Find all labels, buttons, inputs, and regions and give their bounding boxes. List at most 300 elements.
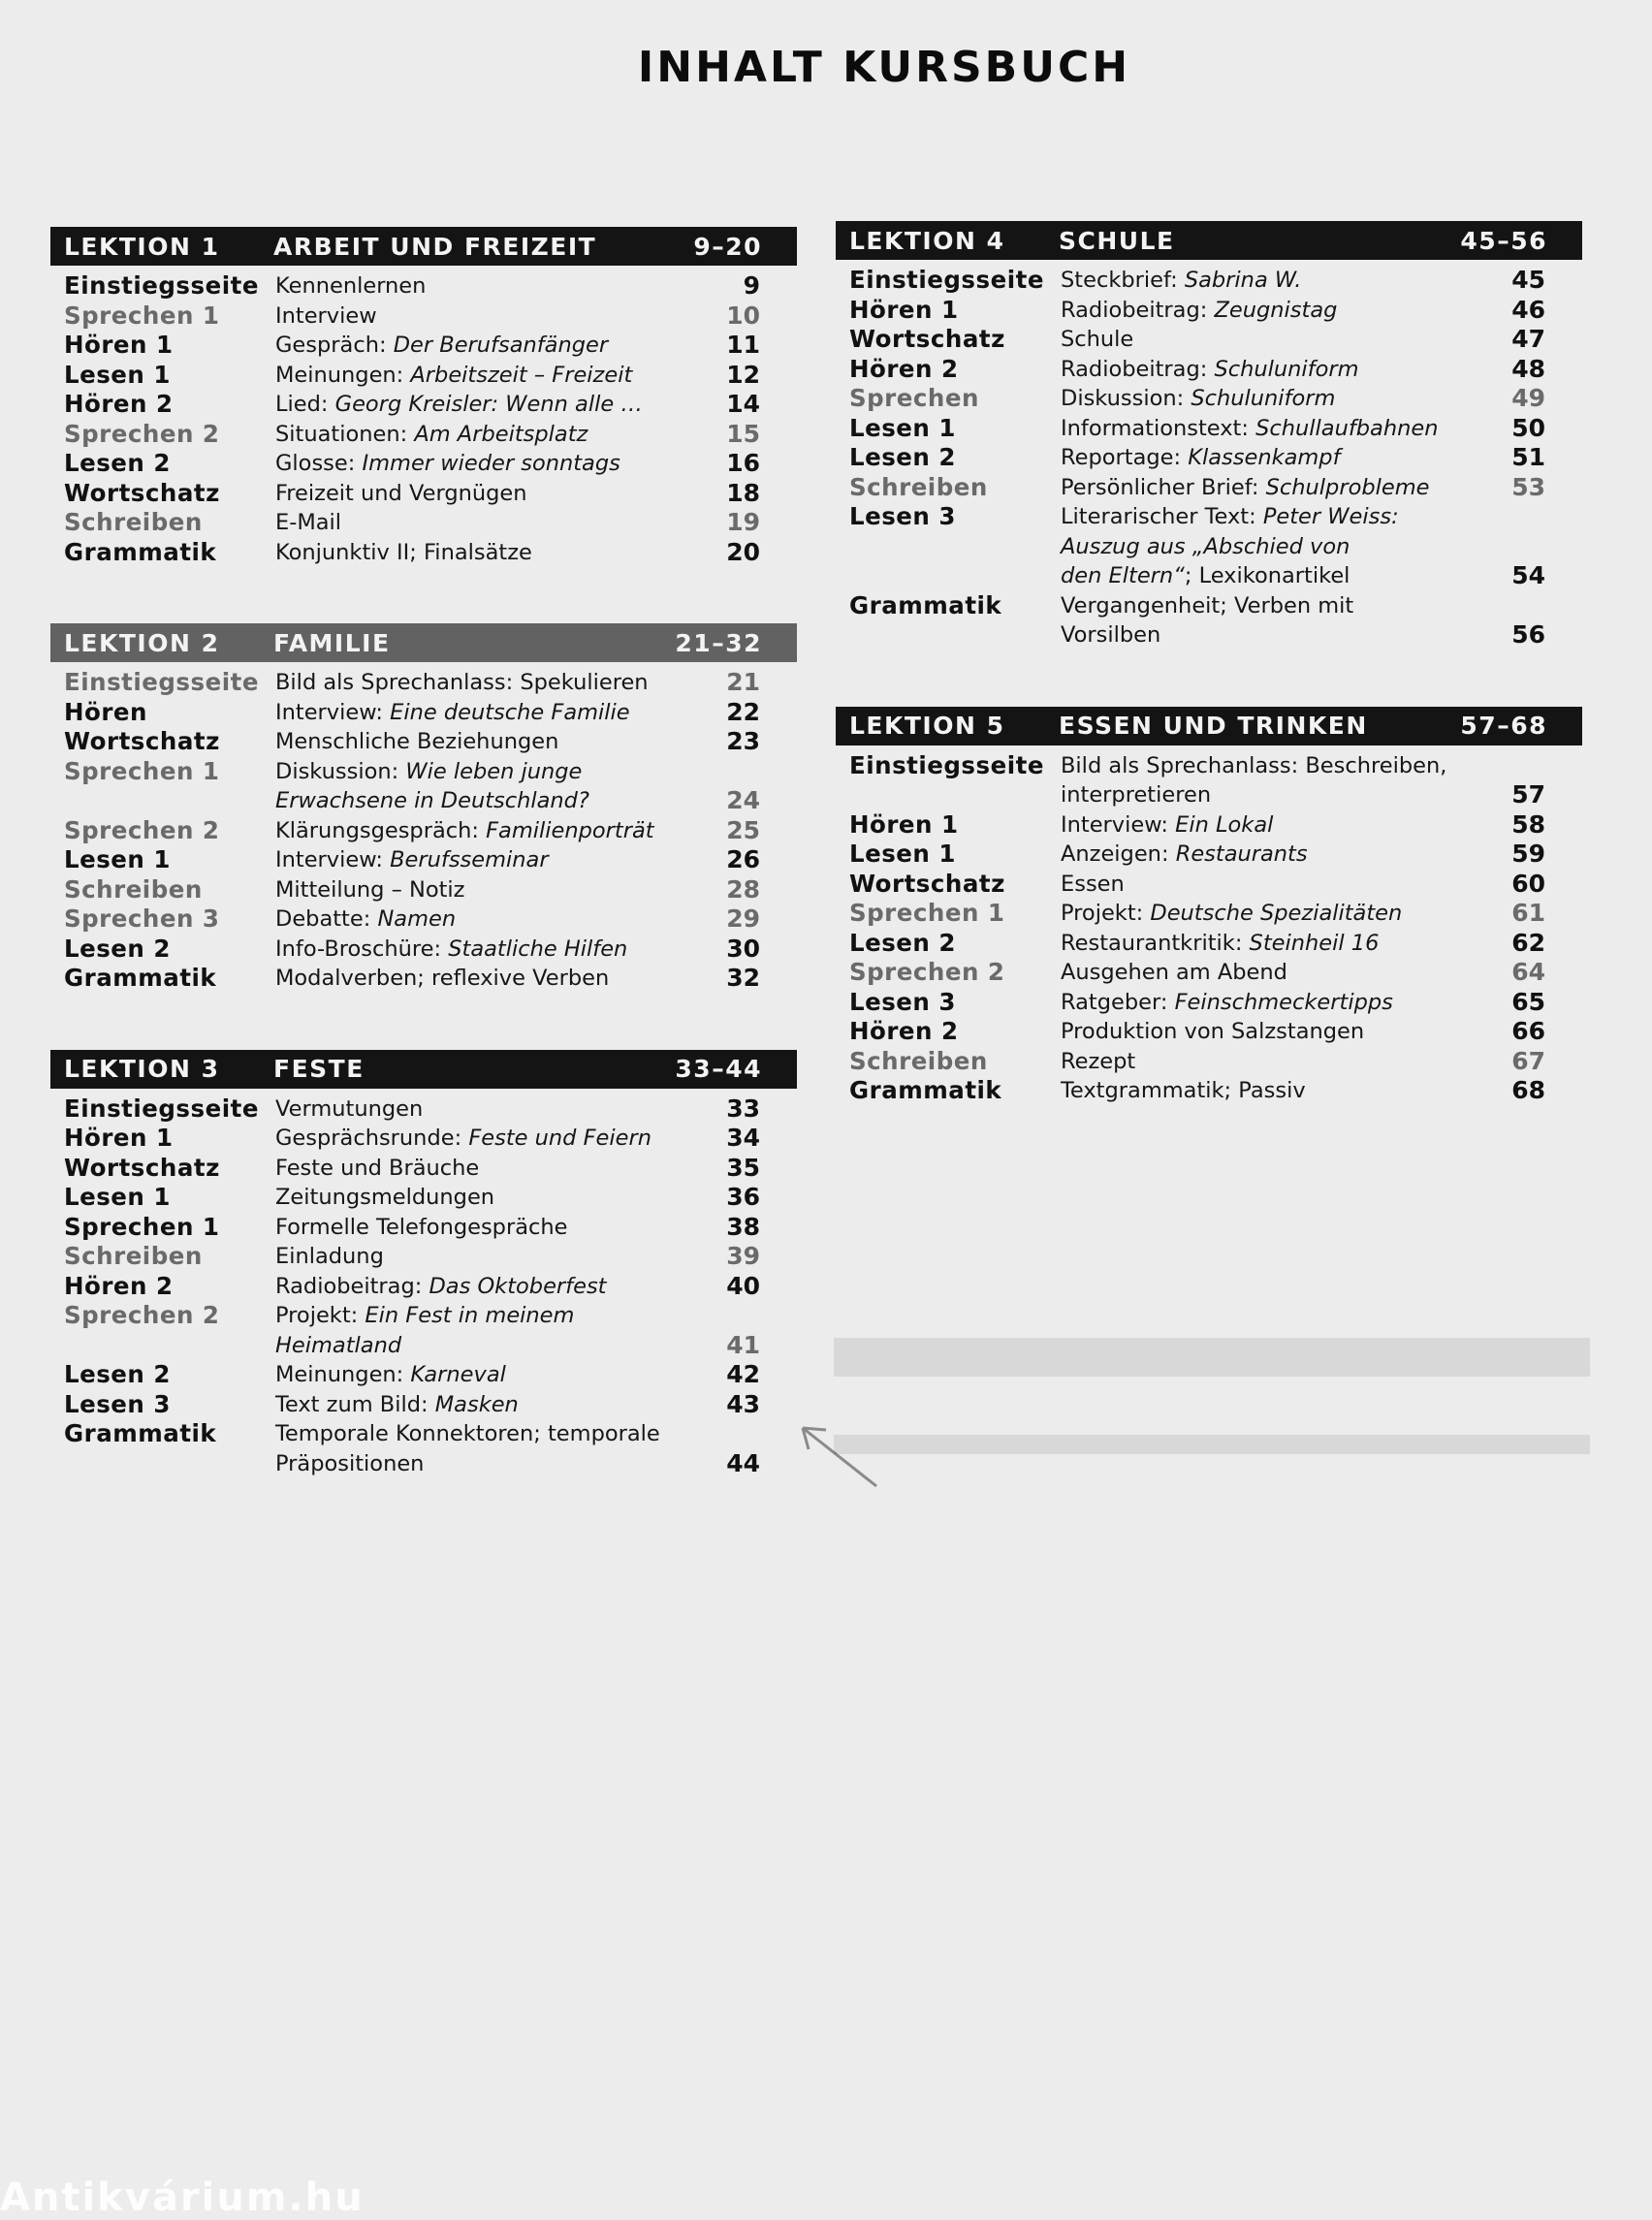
toc-description <box>275 875 673 905</box>
lesson-header-bar <box>50 623 797 662</box>
toc-description-segment: Masken <box>434 1391 519 1417</box>
toc-description-segment: Das Oktoberfest <box>429 1273 607 1299</box>
toc-category: Einstiegsseite <box>849 266 1044 294</box>
toc-row[interactable] <box>50 935 797 965</box>
toc-page-number: 56 <box>1511 620 1545 649</box>
lesson-header-bar <box>836 221 1582 260</box>
toc-page-number: 59 <box>1511 840 1545 868</box>
toc-row[interactable] <box>836 384 1582 414</box>
lesson-theme: FESTE <box>273 1055 365 1083</box>
page-range: 21–32 <box>675 628 762 657</box>
toc-page-number: 50 <box>1511 413 1545 442</box>
toc-description-segment: Zeitungsmeldungen <box>275 1185 495 1210</box>
toc-row[interactable] <box>50 904 797 935</box>
toc-description-segment: Interview: <box>275 847 391 872</box>
toc-description-segment: Am Arbeitsplatz <box>414 421 588 447</box>
toc-description-segment: Interview <box>275 302 377 329</box>
toc-description-segment: Schulprobleme <box>1265 474 1430 500</box>
toc-description-segment: Feste und Bräuche <box>275 1155 480 1181</box>
toc-description-segment: Ratgeber: <box>1061 989 1175 1015</box>
toc-description-segment: Restaurantkritik: <box>1061 930 1250 956</box>
toc-description-segment: Schule <box>1061 327 1134 352</box>
toc-row[interactable] <box>50 964 797 994</box>
toc-category: Lesen 2 <box>64 1360 171 1388</box>
toc-page-number: 67 <box>1511 1046 1545 1075</box>
toc-category: Hören 1 <box>64 1124 174 1152</box>
toc-row[interactable] <box>836 414 1582 444</box>
toc-description <box>275 508 673 538</box>
toc-category: Einstiegsseite <box>64 668 259 696</box>
toc-description-segment: Projekt: <box>1061 901 1151 926</box>
toc-category: Sprechen 1 <box>64 1212 220 1241</box>
toc-description-segment: Konjunktiv II; Finalsätze <box>275 539 532 565</box>
toc-description-segment: Vergangenheit; Verben mit Vorsilben <box>1061 592 1354 648</box>
toc-page-number: 68 <box>1511 1076 1545 1104</box>
toc-page-number: 60 <box>1511 869 1545 898</box>
toc-category: Sprechen 2 <box>64 419 220 448</box>
toc-category: Einstiegsseite <box>64 271 259 300</box>
toc-description <box>1061 929 1458 959</box>
toc-description-segment: Schuluniform <box>1214 356 1359 382</box>
toc-description-segment: Kennenlernen <box>275 273 427 299</box>
toc-description-segment: Eine deutsche Familie <box>390 699 630 725</box>
toc-description-segment: Gespräch: <box>275 333 394 358</box>
toc-page-number: 64 <box>1511 958 1545 986</box>
toc-description <box>1061 473 1458 503</box>
toc-description <box>275 1154 673 1184</box>
toc-description-segment: Immer wieder sonntags <box>362 451 620 476</box>
toc-description <box>275 727 673 757</box>
toc-description-segment: Sabrina W. <box>1184 268 1302 293</box>
toc-category: Sprechen 2 <box>849 958 1005 986</box>
toc-description-segment: Präpositionen <box>275 1450 425 1476</box>
toc-category: Grammatik <box>64 1419 217 1447</box>
lesson-theme: ARBEIT UND FREIZEIT <box>273 232 597 261</box>
toc-page-number: 36 <box>726 1183 760 1211</box>
toc-description <box>1061 325 1458 355</box>
toc-row[interactable] <box>50 508 797 538</box>
toc-description <box>1061 1017 1458 1047</box>
toc-row[interactable] <box>50 420 797 450</box>
toc-page-number: 32 <box>726 964 760 992</box>
toc-page-number: 45 <box>1511 266 1545 294</box>
toc-category: Lesen 1 <box>64 845 171 873</box>
toc-category: Wortschatz <box>64 478 220 507</box>
toc-page-number: 49 <box>1511 384 1545 412</box>
toc-description-segment: Glosse: <box>275 451 363 476</box>
toc-description-segment: Reportage: <box>1061 445 1189 470</box>
toc-description-segment: Radiobeitrag: <box>1061 297 1215 323</box>
toc-page-number: 20 <box>726 537 760 566</box>
toc-row[interactable] <box>50 1213 797 1243</box>
toc-description-segment: Situationen: <box>275 421 415 447</box>
toc-row[interactable] <box>836 810 1582 840</box>
toc-category: Wortschatz <box>849 325 1005 353</box>
toc-description <box>275 420 673 450</box>
toc-description <box>275 1094 673 1125</box>
toc-description <box>275 449 673 479</box>
toc-row[interactable] <box>836 443 1582 473</box>
toc-description-segment: Zeugnistag <box>1214 297 1338 323</box>
toc-page-number: 19 <box>726 508 760 536</box>
toc-page-number: 53 <box>1511 472 1545 501</box>
toc-row[interactable] <box>50 698 797 728</box>
toc-page-number: 34 <box>726 1124 760 1152</box>
toc-description <box>1061 1047 1458 1077</box>
toc-description-segment: Diskussion: <box>1061 386 1191 411</box>
toc-row[interactable] <box>50 1183 797 1213</box>
toc-category: Grammatik <box>849 1076 1002 1104</box>
toc-category: Einstiegsseite <box>64 1094 259 1123</box>
toc-description-segment: Textgrammatik; Passiv <box>1061 1078 1306 1103</box>
toc-row[interactable] <box>50 538 797 568</box>
toc-row[interactable] <box>836 1047 1582 1077</box>
toc-description <box>275 1272 673 1302</box>
toc-row[interactable] <box>50 668 797 698</box>
toc-category: Schreiben <box>64 508 203 536</box>
toc-page-number: 16 <box>726 449 760 477</box>
lesson-header-bar <box>836 707 1582 745</box>
toc-description-segment: Ein Lokal <box>1175 811 1274 838</box>
toc-description <box>275 1213 673 1243</box>
toc-description <box>1061 355 1458 385</box>
toc-category: Sprechen 3 <box>64 904 220 933</box>
toc-category: Hören <box>64 697 147 726</box>
toc-description-segment: Modalverben; reflexive Verben <box>275 966 610 991</box>
toc-page-number: 54 <box>1511 561 1545 589</box>
toc-category: Hören 2 <box>849 354 959 383</box>
toc-category: Grammatik <box>64 964 217 992</box>
lesson-section <box>836 707 1582 1106</box>
toc-category: Schreiben <box>64 1242 203 1270</box>
toc-description <box>275 1242 673 1272</box>
toc-description-segment: Heimatland <box>275 1332 402 1358</box>
toc-page-number: 51 <box>1511 443 1545 471</box>
toc-page-number: 28 <box>726 874 760 904</box>
toc-description-segment: E-Mail <box>275 510 342 535</box>
toc-description <box>1061 840 1458 870</box>
toc-description-segment: Vermutungen <box>275 1095 424 1122</box>
lesson-number: LEKTION 2 <box>64 628 220 657</box>
toc-description-segment: Gesprächsrunde: <box>275 1126 469 1151</box>
toc-description <box>275 1183 673 1213</box>
lesson-section <box>50 623 797 994</box>
toc-category: Hören 2 <box>849 1017 959 1045</box>
right-column <box>836 221 1582 1162</box>
toc-description <box>275 390 673 420</box>
toc-description <box>275 935 673 965</box>
toc-row[interactable] <box>50 271 797 301</box>
toc-description-segment: Peter Weiss: <box>1262 504 1399 529</box>
toc-page-number: 66 <box>1511 1017 1545 1045</box>
toc-description-segment: Interview: <box>275 699 391 725</box>
toc-description-segment: Persönlicher Brief: <box>1061 474 1266 500</box>
page-range: 57–68 <box>1460 712 1547 740</box>
lesson-theme: ESSEN UND TRINKEN <box>1059 712 1368 740</box>
toc-description <box>275 964 673 994</box>
toc-description <box>275 698 673 728</box>
toc-description-segment: interpretieren <box>1061 782 1212 808</box>
toc-description-segment: Einladung <box>275 1244 384 1269</box>
toc-description <box>275 479 673 509</box>
toc-row[interactable] <box>50 1419 797 1478</box>
toc-description-segment: Anzeigen: <box>1061 841 1176 867</box>
toc-row[interactable] <box>836 929 1582 959</box>
toc-description-segment: Familienporträt <box>486 817 654 843</box>
toc-description-segment: Rezept <box>1061 1048 1136 1074</box>
toc-description-segment: Debatte: <box>275 906 378 932</box>
lesson-number: LEKTION 5 <box>849 712 1005 740</box>
toc-description <box>1061 899 1458 929</box>
toc-page-number: 21 <box>726 668 760 696</box>
toc-description <box>275 1419 673 1478</box>
toc-row[interactable] <box>836 840 1582 870</box>
toc-description <box>1061 810 1458 840</box>
toc-description-segment: Steckbrief: <box>1061 268 1185 293</box>
toc-description-segment: Projekt: <box>275 1303 365 1328</box>
toc-row[interactable] <box>836 958 1582 988</box>
lesson-section <box>836 221 1582 650</box>
toc-description-segment: Berufsseminar <box>390 847 549 872</box>
toc-description <box>275 816 673 846</box>
watermark: Antikvárium.hu <box>0 2175 365 2220</box>
toc-category: Lesen 3 <box>849 502 956 530</box>
lesson-number: LEKTION 3 <box>64 1055 220 1083</box>
toc-row[interactable] <box>836 899 1582 929</box>
toc-description-segment: Diskussion: <box>275 758 406 784</box>
toc-page-number: 44 <box>726 1448 760 1477</box>
toc-description-segment: Mitteilung – Notiz <box>275 876 465 903</box>
toc-category: Grammatik <box>64 537 217 566</box>
toc-description-segment: Der Berufsanfänger <box>393 333 609 358</box>
toc-page-number: 61 <box>1511 899 1545 927</box>
toc-row[interactable] <box>50 449 797 479</box>
toc-category: Sprechen 2 <box>64 815 220 844</box>
toc-category: Lesen 1 <box>849 840 956 868</box>
toc-description <box>1061 751 1458 810</box>
toc-category: Lesen 1 <box>849 413 956 442</box>
toc-description-segment: Freizeit und Vergnügen <box>275 480 527 506</box>
toc-page-number: 25 <box>726 815 760 844</box>
toc-description <box>1061 266 1458 296</box>
toc-row[interactable] <box>50 1094 797 1125</box>
toc-page-number: 40 <box>726 1271 760 1300</box>
toc-category: Lesen 2 <box>849 443 956 471</box>
lesson-number: LEKTION 1 <box>64 232 220 261</box>
toc-category: Sprechen 2 <box>64 1301 220 1329</box>
lesson-section <box>50 1050 797 1479</box>
toc-row[interactable] <box>836 1076 1582 1106</box>
toc-description <box>275 1390 673 1420</box>
toc-description-segment: Informationstext: <box>1061 415 1256 441</box>
toc-page-number: 39 <box>726 1242 760 1270</box>
toc-description-segment: Georg Kreisler: Wenn alle … <box>334 392 643 417</box>
toc-description-segment: Bild als Sprechanlass: Beschreiben, <box>1061 752 1447 778</box>
toc-page-number: 57 <box>1511 780 1545 809</box>
toc-description-segment: Meinungen: <box>275 362 411 388</box>
toc-description-segment: Essen <box>1061 871 1125 897</box>
toc-page-number: 24 <box>726 786 760 814</box>
toc-description-segment: Arbeitszeit – Freizeit <box>410 362 633 388</box>
toc-row[interactable] <box>50 1272 797 1302</box>
toc-page-number: 26 <box>726 845 760 873</box>
toc-row[interactable] <box>50 757 797 816</box>
toc-category: Sprechen 1 <box>849 899 1005 927</box>
toc-page-number: 30 <box>726 934 760 963</box>
toc-page-number: 9 <box>743 271 760 300</box>
toc-page-number: 38 <box>726 1212 760 1241</box>
toc-row[interactable] <box>50 875 797 905</box>
toc-description <box>275 1360 673 1390</box>
toc-description-segment: Produktion von Salzstangen <box>1061 1019 1365 1044</box>
toc-row[interactable] <box>50 1124 797 1154</box>
toc-row[interactable] <box>50 816 797 846</box>
toc-description-segment: Formelle Telefongespräche <box>275 1214 568 1240</box>
toc-page-number: 48 <box>1511 354 1545 383</box>
toc-row[interactable] <box>50 1242 797 1272</box>
toc-category: Wortschatz <box>64 727 220 755</box>
toc-page-number: 42 <box>726 1360 760 1388</box>
toc-category: Lesen 2 <box>849 928 956 957</box>
toc-row[interactable] <box>836 870 1582 900</box>
toc-page-number: 11 <box>726 331 760 359</box>
toc-category: Hören 2 <box>64 1271 174 1300</box>
page-range: 33–44 <box>675 1055 762 1083</box>
toc-category: Lesen 1 <box>64 1183 171 1211</box>
page-range: 9–20 <box>693 232 762 261</box>
toc-row[interactable] <box>50 390 797 420</box>
toc-description <box>275 301 673 332</box>
toc-category: Grammatik <box>849 590 1002 619</box>
toc-page-number: 22 <box>726 697 760 726</box>
toc-page-number: 23 <box>726 727 760 755</box>
toc-description <box>1061 296 1458 326</box>
toc-description-segment: Text zum Bild: <box>275 1391 435 1417</box>
toc-row[interactable] <box>836 751 1582 810</box>
toc-row[interactable] <box>836 355 1582 385</box>
toc-description-segment: Ein Fest in meinem <box>365 1303 575 1328</box>
toc-description <box>1061 958 1458 988</box>
toc-description <box>1061 502 1458 591</box>
toc-category: Hören 1 <box>849 295 959 324</box>
toc-category: Sprechen <box>849 384 979 412</box>
toc-description <box>1061 1076 1458 1106</box>
toc-row[interactable] <box>50 361 797 391</box>
toc-description <box>275 757 673 816</box>
toc-description-segment: Info-Broschüre: <box>275 936 449 962</box>
lesson-header-bar <box>50 1050 797 1089</box>
toc-category: Lesen 2 <box>64 934 171 963</box>
toc-description <box>275 1124 673 1154</box>
toc-description-segment: Auszug aus „Abschied von <box>1061 533 1350 559</box>
toc-description <box>275 668 673 698</box>
toc-category: Hören 1 <box>849 809 959 839</box>
toc-description-segment: Temporale Konnektoren; temporale <box>275 1421 660 1446</box>
toc-row[interactable] <box>836 591 1582 650</box>
toc-row[interactable] <box>50 1301 797 1360</box>
toc-page-number: 14 <box>726 390 760 418</box>
toc-description <box>275 1301 673 1360</box>
toc-row[interactable] <box>836 473 1582 503</box>
toc-description <box>275 361 673 391</box>
toc-row[interactable] <box>50 301 797 332</box>
toc-description-segment: Interview: <box>1061 811 1176 838</box>
toc-category: Schreiben <box>64 874 203 904</box>
toc-page-number: 41 <box>726 1330 760 1359</box>
toc-row[interactable] <box>836 1017 1582 1047</box>
toc-row[interactable] <box>836 502 1582 591</box>
toc-description-segment: ; Lexikonartikel <box>1184 563 1350 588</box>
toc-category: Hören 1 <box>64 331 174 359</box>
toc-description <box>275 538 673 568</box>
toc-row[interactable] <box>50 1390 797 1420</box>
toc-category: Schreiben <box>849 472 988 501</box>
toc-row[interactable] <box>50 1360 797 1390</box>
toc-page-number: 15 <box>726 419 760 448</box>
toc-description-segment: den Eltern“ <box>1061 563 1185 588</box>
toc-page-number: 47 <box>1511 325 1545 353</box>
toc-row[interactable] <box>50 331 797 361</box>
toc-page-number: 43 <box>726 1389 760 1418</box>
pencil-arrow-mark <box>793 1420 900 1498</box>
toc-row[interactable] <box>50 727 797 757</box>
toc-description-segment: Deutsche Spezialitäten <box>1150 901 1403 926</box>
toc-description-segment: Erwachsene in Deutschland? <box>275 788 589 813</box>
lesson-header-bar <box>50 227 797 266</box>
toc-description-segment: Schuluniform <box>1191 386 1336 411</box>
toc-category: Hören 2 <box>64 390 174 418</box>
toc-description-segment: Feinschmeckertipps <box>1174 989 1393 1015</box>
toc-row[interactable] <box>836 325 1582 355</box>
toc-row[interactable] <box>50 1154 797 1184</box>
toc-page-number: 65 <box>1511 987 1545 1016</box>
toc-page-number: 33 <box>726 1094 760 1123</box>
toc-category: Wortschatz <box>849 869 1005 898</box>
toc-description <box>275 271 673 301</box>
toc-row[interactable] <box>836 266 1582 296</box>
toc-row[interactable] <box>836 988 1582 1018</box>
toc-description-segment: Radiobeitrag: <box>275 1273 429 1299</box>
toc-page-number: 12 <box>726 360 760 389</box>
toc-row[interactable] <box>836 296 1582 326</box>
toc-category: Lesen 3 <box>64 1389 171 1418</box>
bleed-through-background <box>834 1338 1590 2094</box>
toc-page-number: 58 <box>1511 809 1545 839</box>
lesson-number: LEKTION 4 <box>849 226 1005 255</box>
toc-description-segment: Namen <box>377 906 457 932</box>
toc-description-segment: Schullaufbahnen <box>1255 415 1439 441</box>
toc-page-number: 29 <box>726 904 760 933</box>
toc-description <box>1061 870 1458 900</box>
toc-description-segment: Staatliche Hilfen <box>448 936 628 962</box>
page-range: 45–56 <box>1460 226 1547 255</box>
toc-category: Lesen 2 <box>64 449 171 477</box>
toc-category: Schreiben <box>849 1046 988 1075</box>
toc-description <box>275 904 673 935</box>
toc-description-segment: Lied: <box>275 392 335 417</box>
toc-page-number: 18 <box>726 478 760 507</box>
toc-row[interactable] <box>50 479 797 509</box>
toc-description <box>1061 414 1458 444</box>
toc-description-segment: Ausgehen am Abend <box>1061 960 1287 985</box>
toc-description <box>1061 988 1458 1018</box>
toc-page-number: 46 <box>1511 295 1545 324</box>
lesson-theme: FAMILIE <box>273 628 391 657</box>
toc-description-segment: Bild als Sprechanlass: Spekulieren <box>275 670 649 695</box>
toc-description-segment: Klassenkampf <box>1188 445 1341 470</box>
toc-description-segment: Feste und Feiern <box>468 1126 651 1151</box>
toc-row[interactable] <box>50 845 797 875</box>
